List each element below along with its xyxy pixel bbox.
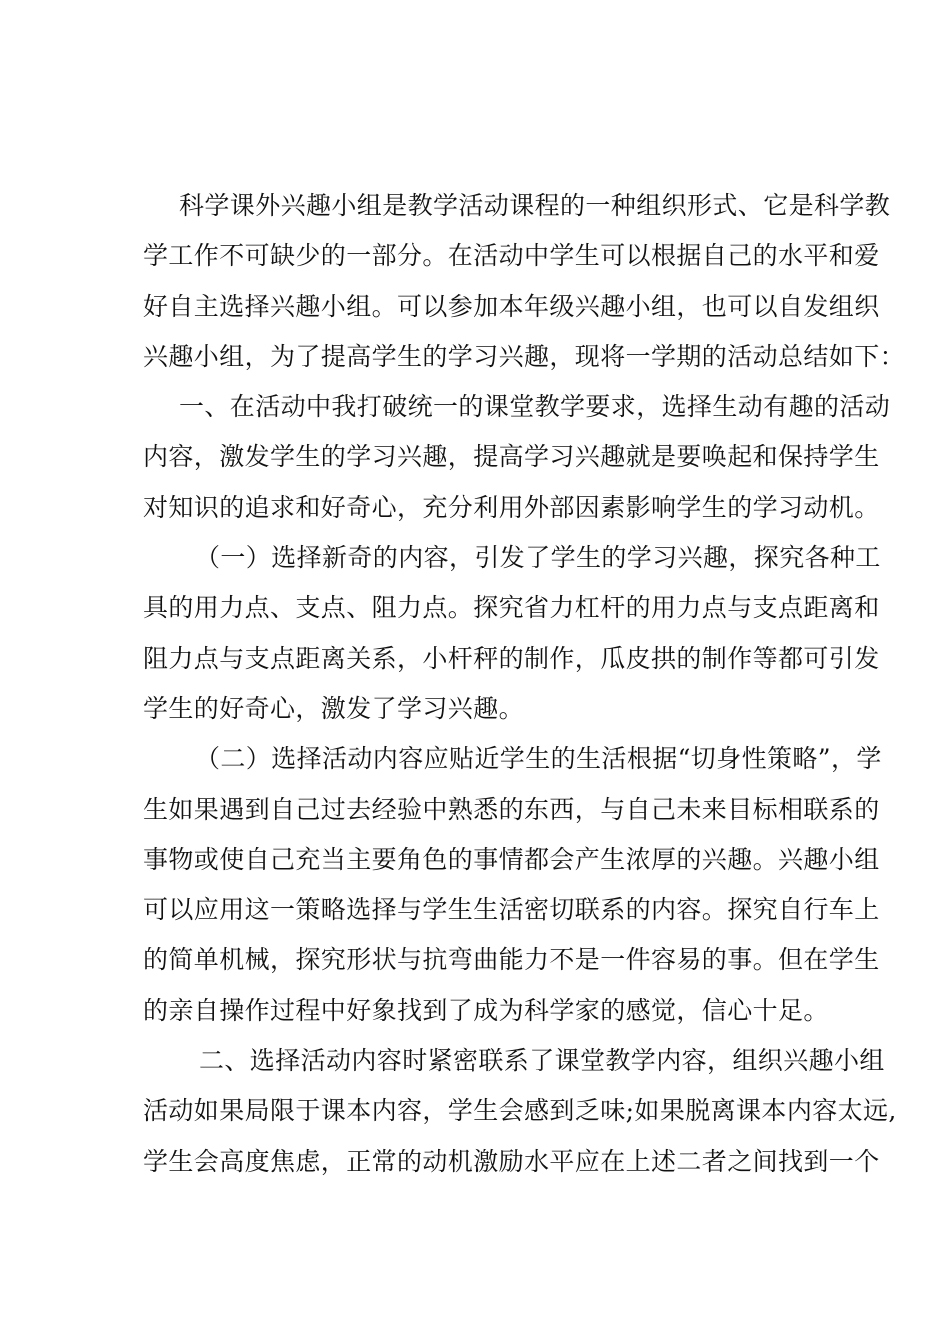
text-line: 兴趣小组，为了提高学生的学习兴趣，现将一学期的活动总结如下： — [143, 341, 906, 371]
subsection-two: （二）选择活动内容应贴近学生的生活根据“切身性策略”，学 — [195, 744, 882, 774]
document-body — [143, 181, 906, 1187]
text-line: 事物或使自己充当主要角色的事情都会产生浓厚的兴趣。兴趣小组 — [143, 844, 880, 874]
text-line: 具的用力点、支点、阻力点。探究省力杠杆的用力点与支点距离和 — [143, 593, 880, 623]
section-heading-two: 二、选择活动内容时紧密联系了课堂教学内容，组织兴趣小组 — [199, 1046, 885, 1076]
text-line: 的简单机械，探究形状与抗弯曲能力不是一件容易的事。但在学生 — [143, 945, 880, 975]
section-heading-one: 一、在活动中我打破统一的课堂教学要求，选择生动有趣的活动 — [179, 392, 891, 422]
text-line: 的亲自操作过程中好象找到了成为科学家的感觉，信心十足。 — [143, 995, 829, 1025]
text-line: 生如果遇到自己过去经验中熟悉的东西，与自己未来目标相联系的 — [143, 794, 880, 824]
text-line: 科学课外兴趣小组是教学活动课程的一种组织形式、它是科学教 — [179, 191, 891, 220]
text-line: 学生的好奇心，激发了学习兴趣。 — [143, 693, 525, 723]
text-line: 学工作不可缺少的一部分。在活动中学生可以根据自己的水平和爱 — [143, 241, 880, 271]
text-line: 对知识的追求和好奇心，充分利用外部因素影响学生的学习动机。 — [143, 492, 880, 522]
text-line: 内容，激发学生的学习兴趣，提高学习兴趣就是要唤起和保持学生 — [143, 442, 880, 472]
text-line: 学生会高度焦虑，正常的动机激励水平应在上述二者之间找到一个 — [143, 1146, 880, 1176]
text-line: 活动如果局限于课本内容，学生会感到乏味;如果脱离课本内容太远, — [143, 1096, 897, 1126]
text-line: 好自主选择兴趣小组。可以参加本年级兴趣小组，也可以自发组织 — [143, 291, 880, 321]
text-line: 可以应用这一策略选择与学生生活密切联系的内容。探究自行车上 — [143, 895, 880, 925]
text-line: 阻力点与支点距离关系，小杆秤的制作，瓜皮拱的制作等都可引发 — [143, 643, 880, 673]
subsection-one: （一）选择新奇的内容，引发了学生的学习兴趣，探究各种工 — [195, 543, 881, 573]
